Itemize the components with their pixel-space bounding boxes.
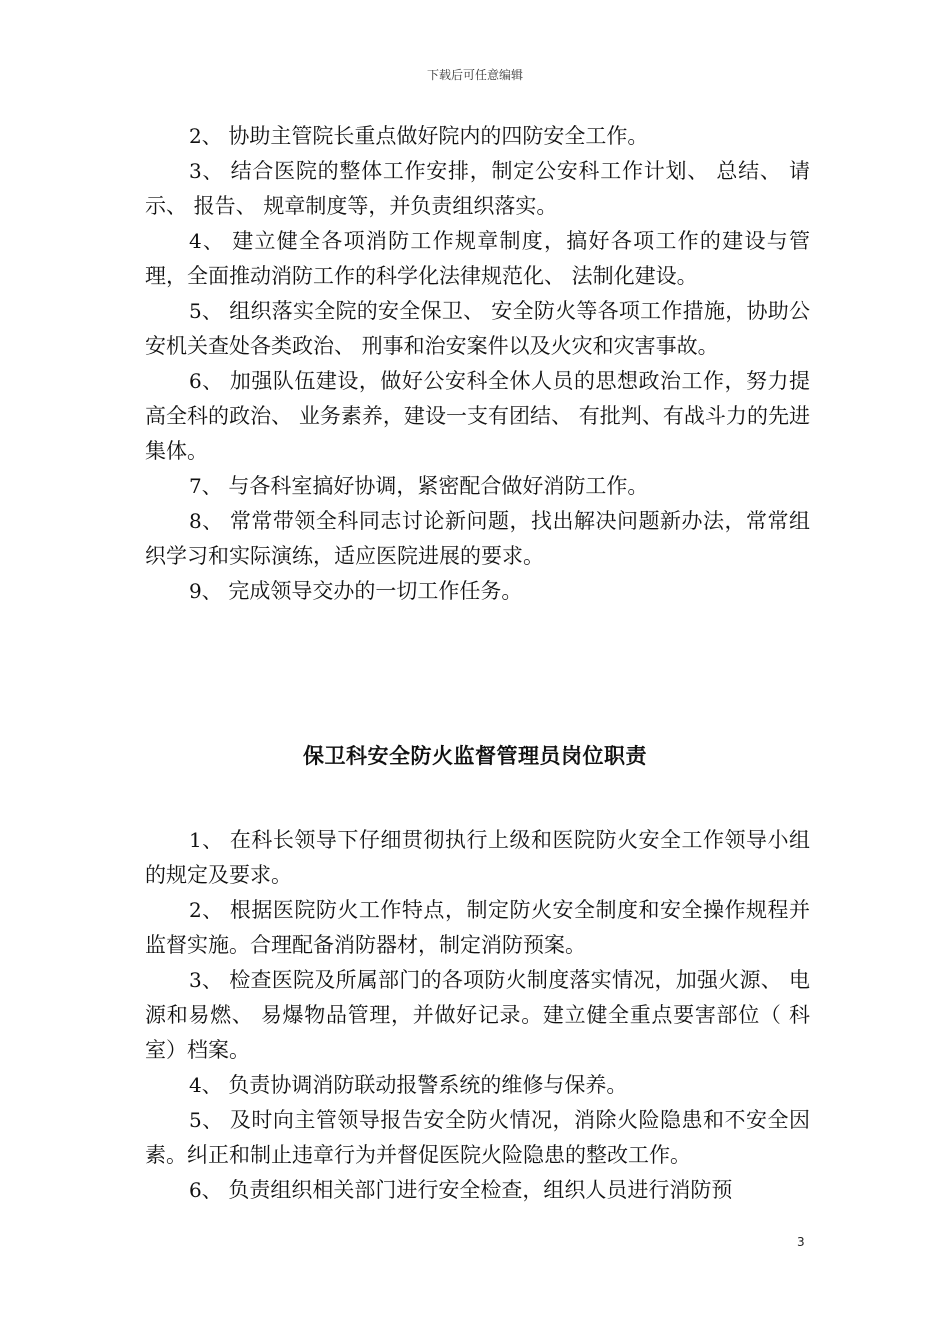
list-item (145, 504, 810, 574)
list-item (145, 119, 810, 154)
list-item (145, 823, 810, 893)
header-note: 下载后可任意编辑 (426, 68, 523, 82)
list-item (145, 364, 810, 469)
list-item (145, 224, 810, 294)
item-number: 7、 (189, 474, 222, 498)
item-text: 及时向主管领导报告安全防火情况，消除火险隐患和不安全因素。纠正和制止违章行为并督促医院火险隐患的整改工作。 (145, 1108, 810, 1167)
item-text: 根据医院防火工作特点，制定防火安全制度和安全操作规程并监督实施。合理配备消防器材，制定消防预案。 (145, 898, 810, 957)
item-number: 5、 (189, 299, 223, 323)
duties-list-section-2 (145, 823, 810, 1208)
item-number: 6、 (189, 369, 223, 393)
item-number: 6、 (189, 1178, 222, 1202)
item-text: 常常带领全科同志讨论新问题，找出解决问题新办法，常常组织学习和实际演练，适应医院进展的要求。 (145, 509, 810, 568)
page-number: 3 (797, 1235, 805, 1249)
item-text: 建立健全各项消防工作规章制度，搞好各项工作的建设与管理，全面推动消防工作的科学化法律规范化、 法制化建设。 (145, 229, 810, 288)
list-item (145, 469, 810, 504)
item-number: 2、 (189, 124, 222, 148)
item-text: 结合医院的整体工作安排，制定公安科工作计划、 总结、 请示、 报告、 规章制度等，并负责组织落实。 (145, 159, 810, 218)
list-item (145, 1103, 810, 1173)
item-text: 在科长领导下仔细贯彻执行上级和医院防火安全工作领导小组的规定及要求。 (145, 828, 810, 887)
item-number: 5、 (189, 1108, 223, 1132)
item-text: 完成领导交办的一切工作任务。 (221, 579, 523, 603)
item-text: 与各科室搞好协调，紧密配合做好消防工作。 (221, 474, 649, 498)
item-number: 9、 (189, 579, 222, 603)
item-number: 4、 (189, 1073, 222, 1097)
item-number: 3、 (189, 968, 223, 992)
item-number: 3、 (189, 159, 224, 183)
item-number: 4、 (189, 229, 225, 253)
item-number: 8、 (189, 509, 223, 533)
item-text: 协助主管院长重点做好院内的四防安全工作。 (221, 124, 649, 148)
list-item (145, 294, 810, 364)
list-item (145, 963, 810, 1068)
list-item (145, 1173, 810, 1208)
list-item (145, 154, 810, 224)
list-item (145, 893, 810, 963)
item-text: 加强队伍建设，做好公安科全休人员的思想政治工作，努力提高全科的政治、 业务素养，建设一支有团结、 有批判、有战斗力的先进集体。 (145, 369, 810, 463)
item-text: 负责协调消防联动报警系统的维修与保养。 (221, 1073, 628, 1097)
item-number: 2、 (189, 898, 223, 922)
duties-list-section-1 (145, 119, 810, 609)
section-title: 保卫科安全防火监督管理员岗位职责 (303, 744, 647, 768)
list-item (145, 574, 810, 609)
item-text: 组织落实全院的安全保卫、 安全防火等各项工作措施，协助公安机关查处各类政治、 刑事和治安案件以及火灾和灾害事故。 (145, 299, 810, 358)
item-text: 检查医院及所属部门的各项防火制度落实情况，加强火源、 电源和易燃、 易爆物品管理，并做好记录。建立健全重点要害部位（ 科室）档案。 (145, 968, 810, 1062)
item-text: 负责组织相关部门进行安全检查，组织人员进行消防预 (221, 1178, 733, 1202)
item-number: 1、 (189, 828, 223, 852)
list-item (145, 1068, 810, 1103)
